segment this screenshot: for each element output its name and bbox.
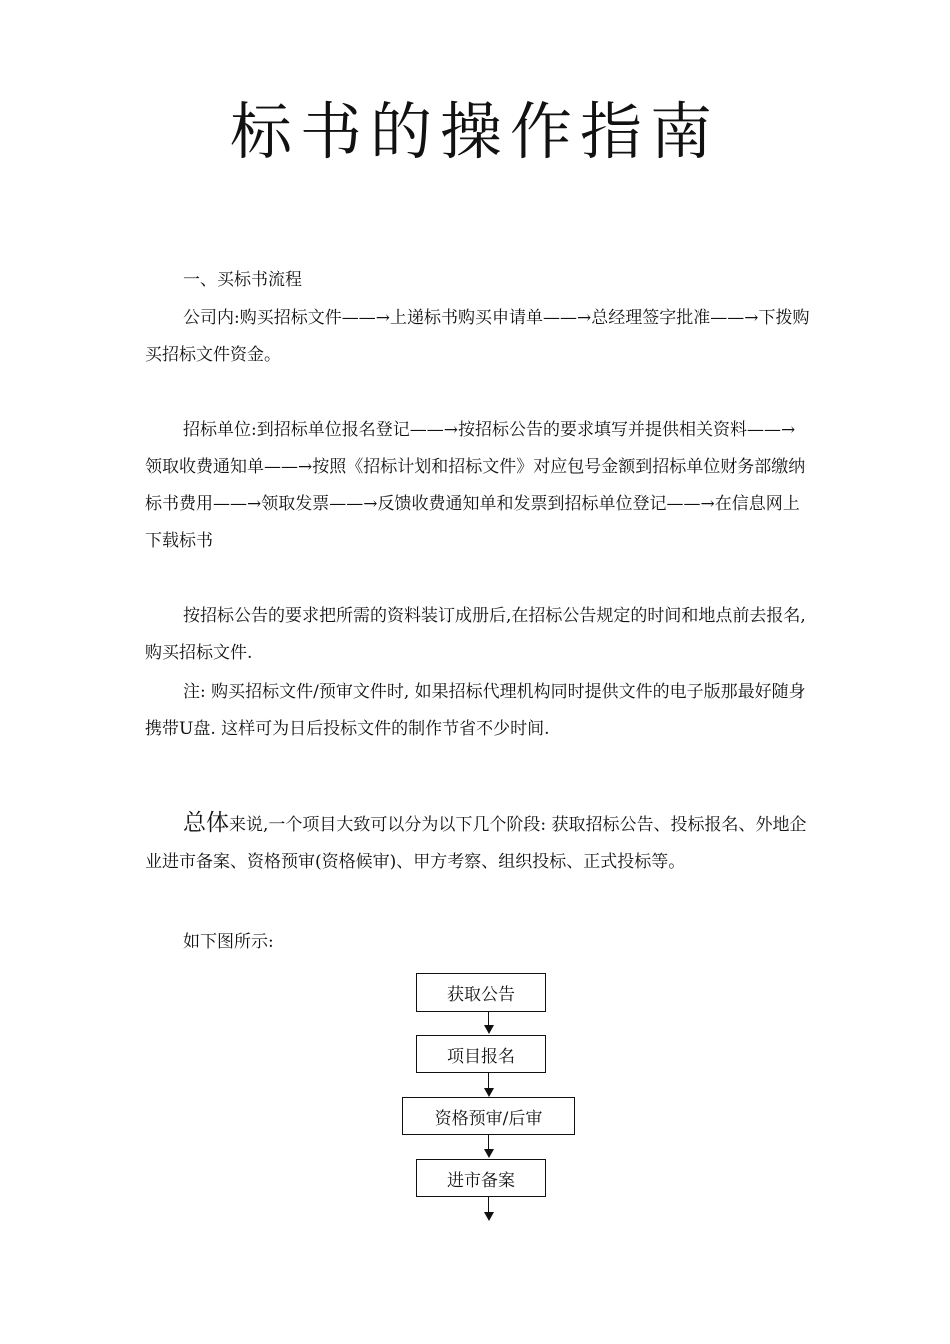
flow-arrow-head [484, 1212, 494, 1221]
overview-paragraph [145, 805, 810, 881]
overview-text: 来说,一个项目大致可以分为以下几个阶段: 获取招标公告、投标报名、外地企业进市备案、资格预审(资格候审)、甲方考察、组织投标、正式投标等。 [145, 815, 807, 872]
binding-note-paragraph: 按招标公告的要求把所需的资料装订成册后,在招标公告规定的时间和地点前去报名,购买招标文件. [145, 606, 806, 663]
usb-note-paragraph: 注: 购买招标文件/预审文件时, 如果招标代理机构同时提供文件的电子版那最好随身携带U盘. 这样可为日后投标文件的制作节省不少时间. [145, 682, 806, 739]
figure-intro: 如下图所示: [183, 932, 274, 952]
overview-lead: 总体 [183, 810, 229, 836]
flow-arrow-head [484, 1088, 494, 1097]
unit-flow-paragraph: 招标单位:到招标单位报名登记——→按招标公告的要求填写并提供相关资料——→领取收费通知单——→按照《招标计划和招标文件》对应包号金额到招标单位财务部缴纳标书费用——→领取发票——→反馈收费通知单和发票到招标单位登记——→在信息网上下载标书 [145, 420, 806, 551]
flow-step-registration: 项目报名 [416, 1035, 546, 1073]
flow-step-prequalification: 资格预审/后审 [402, 1097, 575, 1135]
document-title: 标书的操作指南 [229, 95, 720, 168]
flow-arrow-head [484, 1025, 494, 1034]
flow-arrow-line [488, 1073, 489, 1089]
flow-step-get-notice: 获取公告 [416, 973, 546, 1012]
flow-arrow-line [488, 1197, 489, 1213]
flow-arrow-line [488, 1012, 489, 1026]
flow-arrow-line [488, 1135, 489, 1150]
flow-arrow-head [484, 1149, 494, 1158]
company-flow-paragraph: 公司内:购买招标文件——→上递标书购买申请单——→总经理签字批准——→下拨购买招标文件资金。 [145, 308, 810, 365]
section-heading: 一、买标书流程 [183, 270, 302, 290]
flow-step-city-filing: 进市备案 [416, 1159, 546, 1197]
